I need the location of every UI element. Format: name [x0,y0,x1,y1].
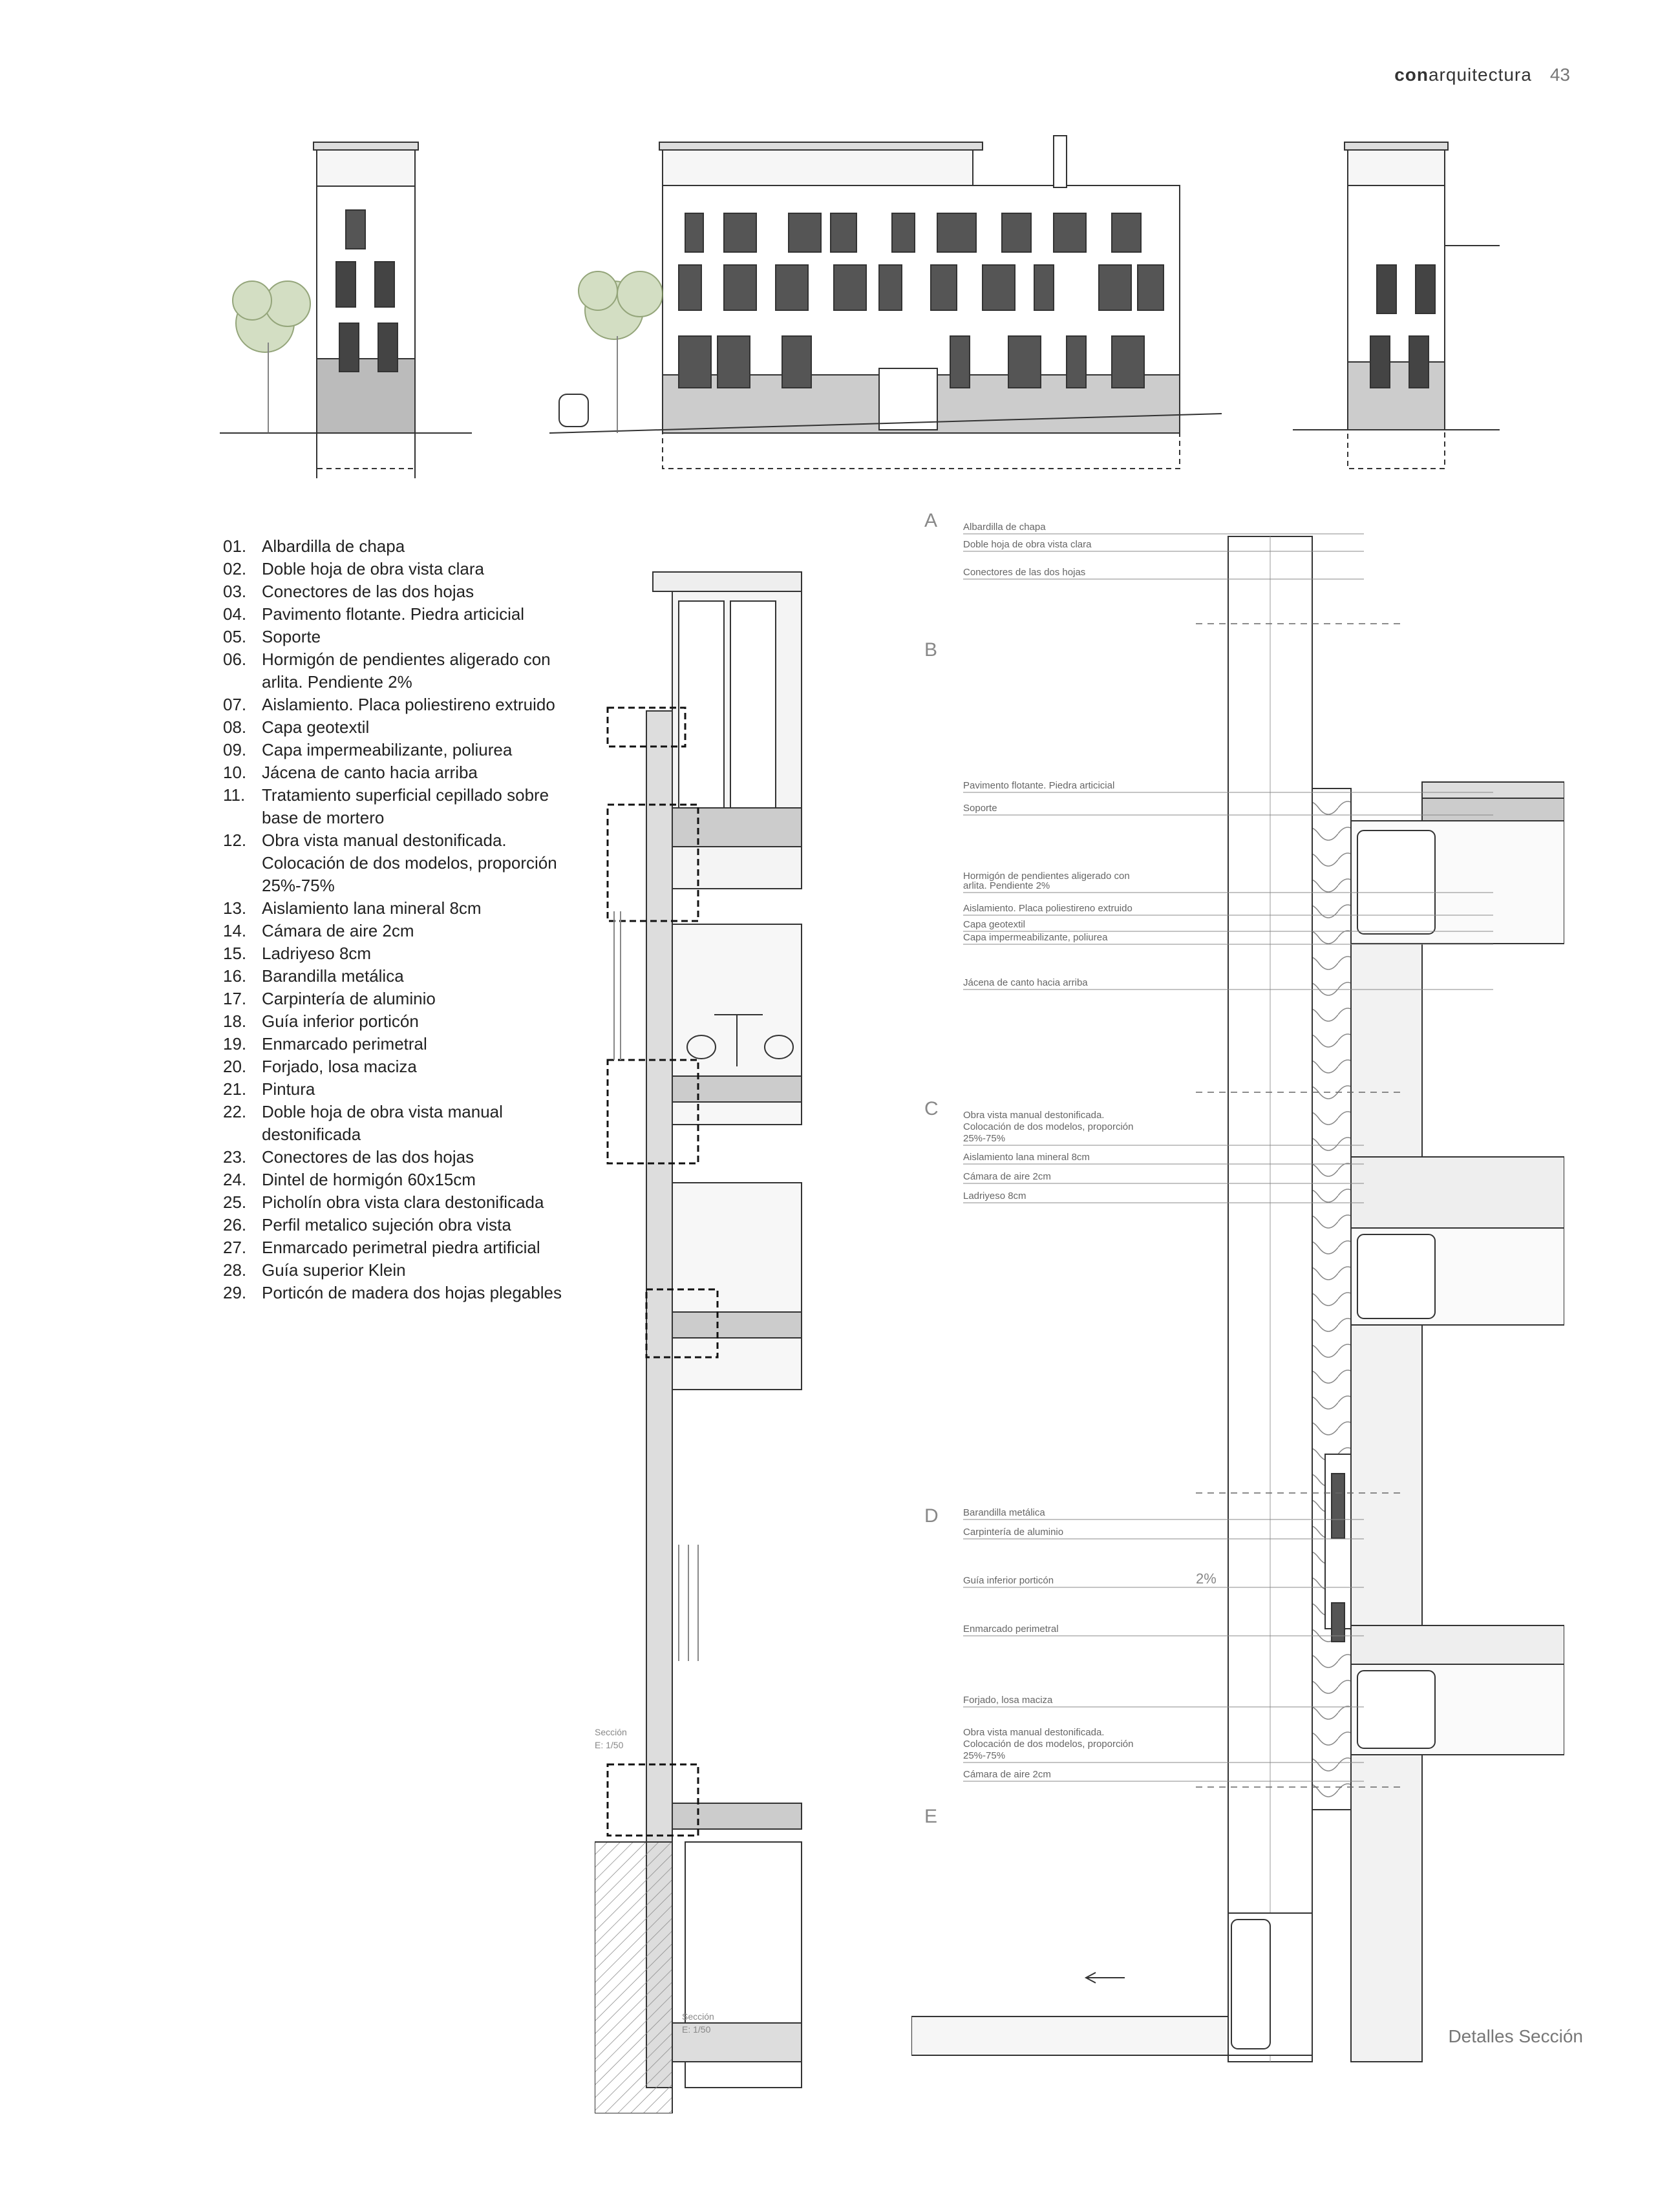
legend-item-text: Soporte [262,627,321,646]
scale-value-1: E: 1/50 [595,1740,624,1750]
legend-item [223,920,585,942]
construction-legend [223,535,585,1304]
legend-item-text: Obra vista manual destonificada. Colocación de dos modelos, proporción 25%-75% [262,831,557,895]
legend-item [223,1146,585,1169]
legend-item-number: 19. [223,1034,247,1053]
legend-item [223,580,585,603]
legend-item-number: 07. [223,695,247,714]
label-c-3: Aislamiento lana mineral 8cm [963,1152,1090,1163]
legend-item-number: 23. [223,1147,247,1167]
scale-value-2: E: 1/50 [682,2024,711,2035]
legend-item-number: 29. [223,1283,247,1302]
legend-item-text: Enmarcado perimetral [262,1034,427,1053]
legend-item [223,1236,585,1259]
legend-item-text: Cámara de aire 2cm [262,921,414,940]
building-section-1-50 [595,536,808,2113]
page-number: 43 [1549,65,1570,85]
legend-item-number: 03. [223,582,247,601]
legend-item-text: Enmarcado perimetral piedra artificial [262,1238,540,1257]
label-c-4: Cámara de aire 2cm [963,1171,1051,1182]
elevation-side-right [1293,142,1500,469]
tree-left-1 [233,281,310,433]
legend-item-text: Conectores de las dos hojas [262,1147,474,1167]
label-d-4: Forjado, losa maciza [963,1695,1053,1706]
label-b-6: Capa impermeabilizante, poliurea [963,932,1108,943]
magazine-brand: conarquitectura [1394,65,1532,85]
label-c-0: Obra vista manual destonificada. [963,1110,1105,1121]
legend-item [223,761,585,784]
legend-item [223,535,585,558]
label-c-5: Ladriyeso 8cm [963,1191,1026,1201]
legend-item-number: 17. [223,989,247,1008]
legend-item-text: Capa impermeabilizante, poliurea [262,740,513,759]
legend-item-text: Aislamiento lana mineral 8cm [262,898,482,918]
label-d-0: Barandilla metálica [963,1507,1045,1518]
legend-item-number: 15. [223,944,247,963]
legend-item [223,693,585,716]
legend-item-text: Porticón de madera dos hojas plegables [262,1283,562,1302]
zone-a: A [924,511,938,531]
legend-item-text: Conectores de las dos hojas [262,582,474,601]
legend-item-number: 20. [223,1057,247,1076]
legend-item-text: Albardilla de chapa [262,536,405,556]
label-b-0: Pavimento flotante. Piedra articicial [963,780,1115,791]
legend-item-number: 27. [223,1238,247,1257]
label-b-7: Jácena de canto hacia arriba [963,977,1088,988]
page-header [1394,65,1570,85]
label-d-3: Enmarcado perimetral [963,1624,1059,1635]
legend-item-number: 10. [223,763,247,782]
legend-item-number: 22. [223,1102,247,1121]
legend-item-text: Tratamiento superficial cepillado sobre base de mortero [262,785,549,827]
construction-detail-section [911,511,1564,2113]
legend-item [223,988,585,1010]
legend-item [223,1259,585,1282]
van-icon [559,394,588,427]
legend-item [223,716,585,739]
legend-item-text: Doble hoja de obra vista manual destonificada [262,1102,503,1144]
legend-item-text: Guía inferior porticón [262,1011,419,1031]
legend-item-text: Dintel de hormigón 60x15cm [262,1170,476,1189]
scale-label-2: Sección [682,2011,714,2022]
zone-d: D [924,1505,939,1527]
legend-item [223,1169,585,1191]
legend-item-number: 01. [223,536,247,556]
legend-item [223,1078,585,1101]
label-d-7: 25%-75% [963,1750,1006,1761]
legend-item [223,739,585,761]
legend-item-number: 09. [223,740,247,759]
legend-item-number: 12. [223,831,247,850]
legend-item [223,897,585,920]
legend-item-text: Capa geotextil [262,717,370,737]
scale-label-1: Sección [595,1727,627,1737]
legend-item-number: 21. [223,1079,247,1099]
legend-item-number: 25. [223,1192,247,1212]
label-d-8: Cámara de aire 2cm [963,1769,1051,1780]
label-c-1: Colocación de dos modelos, proporción [963,1121,1134,1132]
legend-item-number: 18. [223,1011,247,1031]
label-b-4: Aislamiento. Placa poliestireno extruido [963,903,1132,914]
legend-item [223,1033,585,1055]
legend-item-number: 05. [223,627,247,646]
section-title: Detalles Sección [1448,2026,1583,2046]
label-b-5: Capa geotextil [963,919,1025,930]
legend-item [223,1101,585,1146]
legend-item [223,942,585,965]
legend-item-number: 13. [223,898,247,918]
label-a-1: Doble hoja de obra vista clara [963,539,1092,550]
legend-item [223,1282,585,1304]
legend-item-text: Ladriyeso 8cm [262,944,372,963]
label-d-6: Colocación de dos modelos, proporción [963,1739,1134,1750]
legend-item-number: 11. [223,785,246,805]
legend-item [223,1214,585,1236]
label-b-1: Soporte [963,803,997,814]
legend-item-text: Pavimento flotante. Piedra articicial [262,604,525,624]
legend-item-number: 28. [223,1260,247,1280]
legend-item-number: 14. [223,921,247,940]
legend-item [223,558,585,580]
zone-e: E [924,1806,938,1827]
legend-item [223,829,585,897]
tree-left-2 [579,271,663,433]
legend-item [223,603,585,626]
legend-item-number: 24. [223,1170,247,1189]
legend-item-text: Aislamiento. Placa poliestireno extruido [262,695,555,714]
label-d-5: Obra vista manual destonificada. [963,1727,1105,1738]
legend-item-text: Doble hoja de obra vista clara [262,559,484,578]
legend-item-text: Forjado, losa maciza [262,1057,417,1076]
label-b-3: arlita. Pendiente 2% [963,880,1050,891]
legend-item-number: 26. [223,1215,247,1234]
label-a-0: Albardilla de chapa [963,522,1046,533]
label-a-2: Conectores de las dos hojas [963,567,1086,578]
legend-item-text: Perfil metalico sujeción obra vista [262,1215,511,1234]
legend-item-text: Picholín obra vista clara destonificada [262,1192,544,1212]
legend-item-number: 06. [223,650,247,669]
zone-b: B [924,639,938,661]
legend-item-text: Guía superior Klein [262,1260,406,1280]
legend-item-number: 04. [223,604,247,624]
legend-item [223,784,585,829]
slope-label: 2% [1196,1571,1217,1587]
legend-item [223,1010,585,1033]
legend-item-number: 16. [223,966,247,986]
label-d-2: Guía inferior porticón [963,1575,1054,1586]
legend-item-number: 02. [223,559,247,578]
label-d-1: Carpintería de aluminio [963,1527,1064,1538]
zone-c: C [924,1098,939,1119]
legend-item-text: Carpintería de aluminio [262,989,436,1008]
legend-item-number: 08. [223,717,247,737]
building-elevations [213,129,1506,478]
legend-item-text: Barandilla metálica [262,966,404,986]
label-c-2: 25%-75% [963,1133,1006,1144]
legend-item [223,1055,585,1078]
legend-item-text: Jácena de canto hacia arriba [262,763,478,782]
legend-item-text: Hormigón de pendientes aligerado con arlita. Pendiente 2% [262,650,551,692]
legend-item-text: Pintura [262,1079,315,1099]
legend-item [223,1191,585,1214]
label-b-2: Hormigón de pendientes aligerado con [963,871,1130,882]
legend-item [223,965,585,988]
legend-item [223,626,585,648]
legend-item [223,648,585,693]
